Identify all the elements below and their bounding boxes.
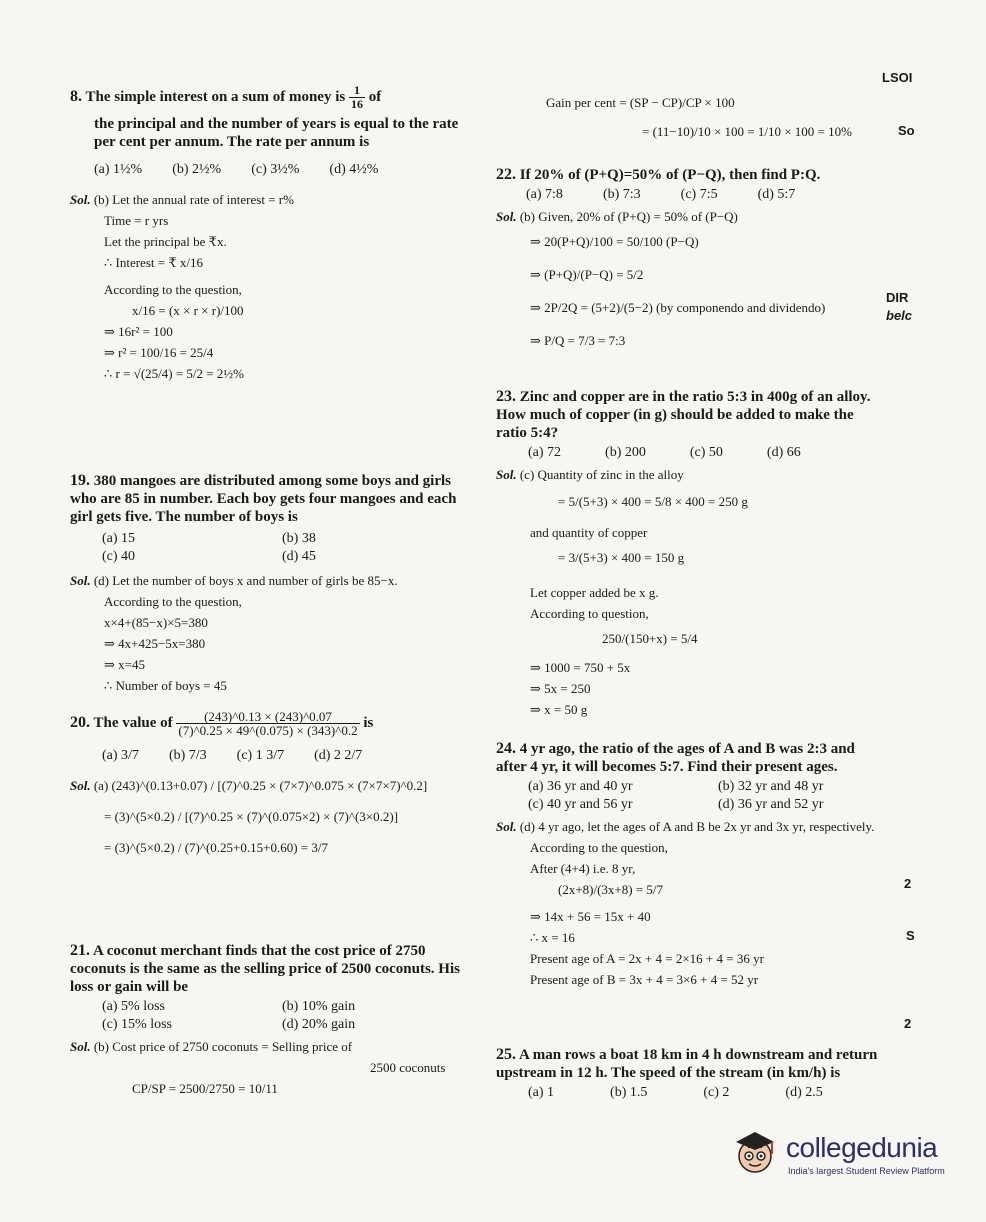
- option-b: (b) 7:3: [602, 187, 641, 202]
- margin-two-b: 2: [904, 1016, 912, 1031]
- option-c: (c) 15% loss: [102, 1017, 172, 1032]
- question-22-text: 22. If 20% of (P+Q)=50% of (P−Q), then find P:Q.: [496, 166, 821, 183]
- solution-21: Sol. (b) Cost price of 2750 coconuts = Selling price of 2500 coconuts CP/SP = 2500/2750 = 10/11: [70, 1039, 446, 1096]
- question-22: [496, 166, 886, 351]
- option-d: (d) 5:7: [757, 187, 796, 202]
- option-b: (b) 32 yr and 48 yr: [718, 779, 824, 794]
- question-19: [70, 472, 470, 696]
- option-b: (b) 2½%: [172, 162, 222, 177]
- option-c: (c) 3½%: [251, 162, 300, 177]
- question-20: [70, 710, 470, 858]
- question-23: [496, 388, 886, 720]
- solution-23: Sol. (c) Quantity of zinc in the alloy = 5/(5+3) × 400 = 5/8 × 400 = 250 g and quantity of copper = 3/(5+3) × 400 = 150 g Let copper added be x g. According to question, 250/(150+x) = 5/4 ⇒ 1000 = 750 + 5x ⇒ 5x = 250 ⇒ x = 50 g: [496, 467, 748, 717]
- question-8-options: [70, 161, 470, 179]
- question-19-options: [70, 530, 470, 566]
- option-a: (a) 5% loss: [102, 999, 165, 1014]
- option-a: (a) 3/7: [102, 748, 139, 763]
- option-a: (a) 15: [102, 531, 136, 546]
- expression-fraction: $\frac{(243)\^{}0.13 \times (243)\^{}0.07}{(7)\^{}0.25 \times 49\^{}(0.075) \times (343)\^{}0.2}$: [178, 709, 358, 738]
- option-c: (c) 7:5: [680, 187, 718, 202]
- corner-label: LSOI: [882, 70, 913, 85]
- solution-24: Sol. (d) 4 yr ago, let the ages of A and B be 2x yr and 3x yr, respectively. According to the question, After (4+4) i.e. 8 yr, (2x+8)/(3x+8) = 5/7 ⇒ 14x + 56 = 15x + 40 ∴ x = 16 Present age of A = 2x + 4 = 2×16 + 4 = 36 yr Present age of B = 3x + 4 = 3×6 + 4 = 52 yr: [496, 819, 875, 987]
- option-a: (a) 72: [528, 445, 562, 460]
- option-d: (d) 4½%: [329, 162, 379, 177]
- option-c: (c) 40: [102, 549, 136, 564]
- question-22-options: [496, 186, 886, 204]
- fraction: $\frac{1}{16}$: [350, 83, 363, 111]
- question-25-text: 25. A man rows a boat 18 km in 4 h downstream and return upstream in 12 h. The speed of the stream (in km/h) is: [496, 1046, 878, 1081]
- option-d: (d) 2.5: [785, 1085, 823, 1100]
- option-a: (a) 1: [528, 1085, 555, 1100]
- question-8-text: 8. The simple interest on a sum of money is $\frac{1}{16}$ of: [70, 83, 382, 111]
- option-b: (b) 38: [282, 531, 316, 546]
- option-c: (c) 40 yr and 56 yr: [528, 797, 633, 812]
- brand-name: collegedunia: [786, 1132, 938, 1163]
- question-21-options: [70, 998, 470, 1034]
- question-24: [496, 740, 886, 990]
- option-a: (a) 7:8: [526, 187, 563, 202]
- solution-19: Sol. (d) Let the number of boys x and number of girls be 85−x. According to the question, x×4+(85−x)×5=380 ⇒ 4x+425−5x=380 ⇒ x=45 ∴ Number of boys = 45: [70, 573, 398, 693]
- question-19-text: 19. 380 mangoes are distributed among some boys and girls who are 85 in number. Each boy gets four mangoes and each girl gets five. The number of boys is: [70, 472, 457, 525]
- question-24-options: [496, 778, 886, 814]
- collegedunia-logo[interactable]: [732, 1126, 962, 1186]
- option-a: (a) 1½%: [94, 162, 143, 177]
- question-20-text: 20. The value of $\frac{(243)\^{}0.13 \times (243)\^{}0.07}{(7)\^{}0.25 \times 49\^{}(0.075) \times (343)\^{}0.2}$ is: [70, 709, 374, 738]
- margin-s: S: [906, 928, 915, 943]
- option-c: (c) 1 3/7: [236, 748, 285, 763]
- gain-per-cent-continuation: Gain per cent = (SP − CP)/CP × 100 = (11−10)/10 × 100 = 1/10 × 100 = 10%: [546, 95, 852, 139]
- option-b: (b) 7/3: [168, 748, 207, 763]
- margin-so: So: [898, 123, 915, 138]
- margin-two-a: 2: [904, 876, 912, 891]
- option-b: (b) 1.5: [610, 1085, 648, 1100]
- question-21: [70, 942, 470, 1099]
- option-c: (c) 50: [689, 445, 723, 460]
- margin-dir: DIR: [886, 290, 909, 305]
- question-21-text: 21. A coconut merchant finds that the cost price of 2750 coconuts is the same as the selling price of 2500 coconuts. His loss or gain will be: [70, 942, 460, 995]
- question-25: [496, 1046, 886, 1102]
- question-25-options: [496, 1084, 886, 1102]
- option-b: (b) 200: [605, 445, 646, 460]
- margin-below: belc: [886, 308, 913, 323]
- solution-8: Sol. (b) Let the annual rate of interest = r% Time = r yrs Let the principal be ₹x. ∴ Interest = ₹ x/16 According to the question, x/16 = (x × r × r)/100 ⇒ 16r² = 100 ⇒ r² = 100/16 = 25/4 ∴ r = √(25/4) = 5/2 = 2½%: [70, 192, 294, 381]
- question-20-options: [70, 747, 470, 765]
- option-d: (d) 66: [766, 445, 801, 460]
- option-d: (d) 20% gain: [282, 1017, 356, 1032]
- question-23-text: 23. Zinc and copper are in the ratio 5:3 in 400g of an alloy. How much of copper (in g) should be added to make the ratio 5:4?: [496, 388, 871, 441]
- option-d: (d) 2 2/7: [314, 748, 363, 763]
- brand-tagline: India's largest Student Review Platform: [788, 1166, 945, 1176]
- question-24-text: 24. 4 yr ago, the ratio of the ages of A and B was 2:3 and after 4 yr, it will becomes 5:7. Find their present ages.: [496, 740, 855, 775]
- question-8: [70, 84, 470, 384]
- question-8-text-cont: the principal and the number of years is equal to the rate per cent per annum. The rate per annum is: [94, 116, 459, 150]
- solution-22: Sol. (b) Given, 20% of (P+Q) = 50% of (P−Q) ⇒ 20(P+Q)/100 = 50/100 (P−Q) ⇒ (P+Q)/(P−Q) = 5/2 ⇒ 2P/2Q = (5+2)/(5−2) (by componendo and dividendo) ⇒ P/Q = 7/3 = 7:3: [496, 209, 826, 348]
- option-d: (d) 36 yr and 52 yr: [718, 797, 824, 812]
- graduate-mascot-icon: [732, 1128, 778, 1174]
- option-c: (c) 2: [703, 1085, 730, 1100]
- question-23-options: [496, 444, 886, 462]
- solution-20: Sol. (a) (243)^(0.13+0.07) / [(7)^0.25 × (7×7)^0.075 × (7×7×7)^0.2] = (3)^(5×0.2) / [(7)^0.25 × (7)^(0.075×2) × (7)^(3×0.2)] = (3)^(5×0.2) / (7)^(0.25+0.15+0.60) = 3/7: [70, 778, 428, 855]
- option-d: (d) 45: [282, 549, 316, 564]
- option-a: (a) 36 yr and 40 yr: [528, 779, 633, 794]
- option-b: (b) 10% gain: [282, 999, 356, 1014]
